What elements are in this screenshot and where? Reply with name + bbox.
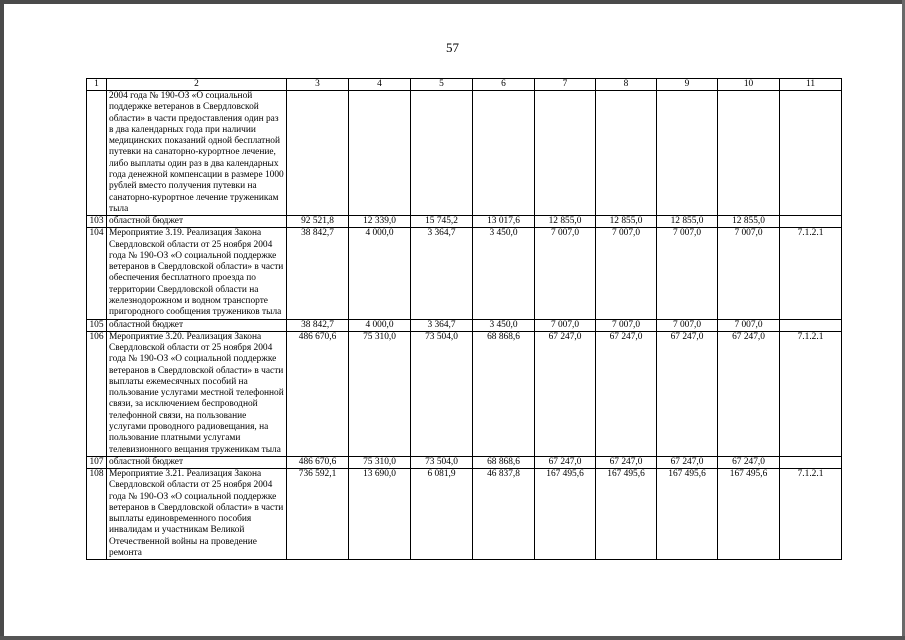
row-number: 105 [87,319,107,331]
row-value: 68 868,6 [473,331,535,456]
row-value [349,91,411,216]
row-value: 75 310,0 [349,331,411,456]
table-row [87,216,842,228]
row-value: 3 450,0 [473,228,535,319]
row-value [657,91,718,216]
row-code: 7.1.2.1 [780,468,842,559]
row-value: 7 007,0 [596,228,657,319]
row-number: 107 [87,456,107,468]
row-value: 67 247,0 [718,456,780,468]
row-value: 67 247,0 [596,331,657,456]
row-value: 167 495,6 [657,468,718,559]
row-value: 46 837,8 [473,468,535,559]
row-value: 7 007,0 [718,319,780,331]
row-value [411,91,473,216]
row-description: областной бюджет [107,319,287,331]
row-value: 7 007,0 [657,319,718,331]
row-value: 67 247,0 [657,331,718,456]
row-value: 15 745,2 [411,216,473,228]
header-cell: 11 [780,79,842,91]
row-value: 92 521,8 [287,216,349,228]
header-cell: 9 [657,79,718,91]
row-value: 4 000,0 [349,228,411,319]
row-value: 486 670,6 [287,456,349,468]
row-value: 67 247,0 [657,456,718,468]
row-value: 73 504,0 [411,331,473,456]
header-cell: 5 [411,79,473,91]
page-number: 57 [446,40,459,55]
row-code [780,456,842,468]
row-value: 167 495,6 [718,468,780,559]
row-value [718,91,780,216]
row-code: 7.1.2.1 [780,228,842,319]
row-value: 67 247,0 [535,456,596,468]
row-value [473,91,535,216]
row-value [596,91,657,216]
table-row [87,331,842,456]
scan-border-top [0,0,905,4]
table-row [87,228,842,319]
row-value: 13 017,6 [473,216,535,228]
header-cell: 10 [718,79,780,91]
table-row [87,91,842,216]
row-number: 106 [87,331,107,456]
row-value: 3 364,7 [411,228,473,319]
header-cell: 3 [287,79,349,91]
row-value: 7 007,0 [535,228,596,319]
row-description: Мероприятие 3.21. Реализация Закона Свердловской области от 25 ноября 2004 года № 190-ОЗ «О социальной поддержке ветеранов в Свердловской области» в части выплаты единовременного пособия инвалидам и участникам Великой Отечественной войны на проведение ремонта [107,468,287,559]
row-value: 12 339,0 [349,216,411,228]
row-value [287,91,349,216]
header-cell: 6 [473,79,535,91]
table-row [87,456,842,468]
header-cell: 7 [535,79,596,91]
row-description: 2004 года № 190-ОЗ «О социальной поддержке ветеранов в Свердловской области» в части предоставления один раз в два календарных года при наличии медицинских показаний одной бесплатной путевки на санаторно-курортное лечение, либо выплаты один раз в два календарных года денежной компенсации в размере 1000 рублей вместо получения путевки на санаторно-курортное лечение труженикам тыла [107,91,287,216]
row-value: 67 247,0 [535,331,596,456]
header-cell: 2 [107,79,287,91]
row-value: 3 364,7 [411,319,473,331]
row-value: 6 081,9 [411,468,473,559]
row-value: 12 855,0 [535,216,596,228]
row-value: 12 855,0 [718,216,780,228]
row-value: 3 450,0 [473,319,535,331]
row-value: 12 855,0 [596,216,657,228]
row-value: 7 007,0 [535,319,596,331]
row-number: 103 [87,216,107,228]
row-value: 67 247,0 [718,331,780,456]
row-value: 38 842,7 [287,228,349,319]
row-value: 167 495,6 [596,468,657,559]
scan-border-bottom [0,636,905,640]
row-value: 13 690,0 [349,468,411,559]
header-cell: 4 [349,79,411,91]
header-cell: 1 [87,79,107,91]
row-code [780,319,842,331]
row-value: 486 670,6 [287,331,349,456]
row-value: 736 592,1 [287,468,349,559]
row-value: 7 007,0 [596,319,657,331]
row-value: 68 868,6 [473,456,535,468]
row-code [780,216,842,228]
row-number: 104 [87,228,107,319]
row-value: 7 007,0 [657,228,718,319]
row-value: 38 842,7 [287,319,349,331]
row-description: Мероприятие 3.20. Реализация Закона Свердловской области от 25 ноября 2004 года № 190-ОЗ «О социальной поддержке ветеранов в Свердловской области» в части выплаты ежемесячных пособий на пользование услугами местной телефонной связи, за исключением беспроводной телефонной связи, на пользование услугами проводного радиовещания, на пользование платными услугами телевизионного вещания труженикам тыла [107,331,287,456]
row-description: областной бюджет [107,216,287,228]
header-row [87,79,842,91]
row-number: 108 [87,468,107,559]
row-code [780,91,842,216]
row-code: 7.1.2.1 [780,331,842,456]
row-value: 12 855,0 [657,216,718,228]
row-value: 7 007,0 [718,228,780,319]
row-description: областной бюджет [107,456,287,468]
row-value: 4 000,0 [349,319,411,331]
row-value: 73 504,0 [411,456,473,468]
row-value: 75 310,0 [349,456,411,468]
row-number [87,91,107,216]
table-row [87,468,842,559]
row-value [535,91,596,216]
header-cell: 8 [596,79,657,91]
table-row [87,319,842,331]
budget-table [86,78,842,560]
row-description: Мероприятие 3.19. Реализация Закона Свердловской области от 25 ноября 2004 года № 190-ОЗ «О социальной поддержке ветеранов в Свердловской области» в части обеспечения бесплатного проезда по территории Свердловской области на железнодорожном и водном транспорте пригородного сообщения тружеников тыла [107,228,287,319]
scan-border-left [0,0,4,640]
row-value: 167 495,6 [535,468,596,559]
row-value: 67 247,0 [596,456,657,468]
